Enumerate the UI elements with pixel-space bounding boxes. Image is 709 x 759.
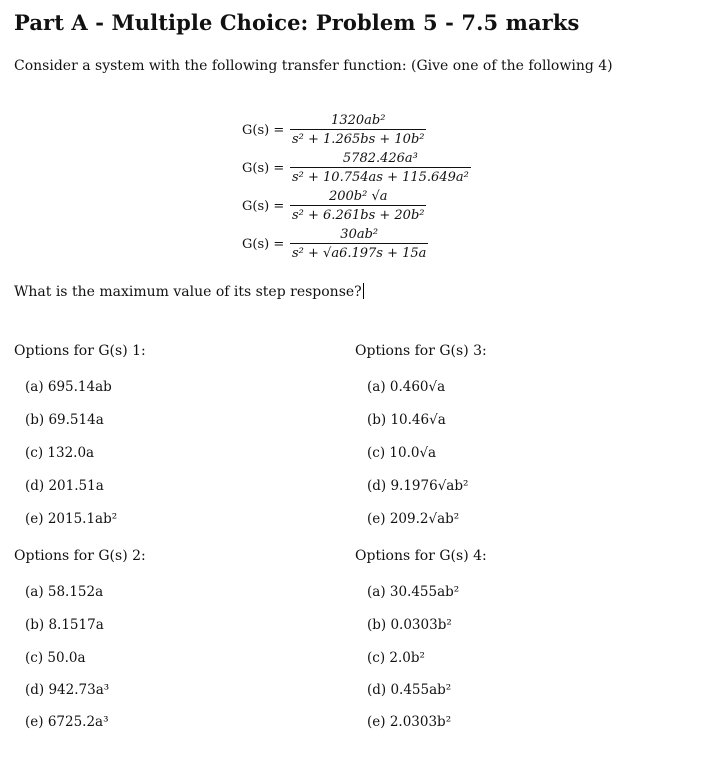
page-title: Part A - Multiple Choice: Problem 5 - 7.5 marks — [14, 10, 580, 35]
question-text[interactable] — [14, 283, 364, 300]
option-g3-e[interactable]: (e) 209.2√ab² — [367, 511, 460, 527]
equation-2 — [242, 151, 471, 185]
numerator: 30ab² — [340, 227, 379, 242]
fraction — [290, 113, 426, 147]
fraction — [290, 189, 426, 223]
option-g1-e[interactable]: (e) 2015.1ab² — [25, 511, 118, 527]
equation-lhs: G(s) = — [242, 236, 285, 252]
options-heading-g2: Options for G(s) 2: — [14, 548, 146, 564]
option-g2-b[interactable]: (b) 8.1517a — [25, 617, 104, 633]
option-g2-e[interactable]: (e) 6725.2a³ — [25, 714, 109, 730]
option-g2-d[interactable]: (d) 942.73a³ — [25, 682, 110, 698]
option-g2-c[interactable]: (c) 50.0a — [25, 650, 86, 666]
fraction — [290, 227, 428, 261]
option-g1-c[interactable]: (c) 132.0a — [25, 445, 95, 461]
option-g1-d[interactable]: (d) 201.51a — [25, 478, 104, 494]
option-g3-d[interactable]: (d) 9.1976√ab² — [367, 478, 469, 494]
denominator: s² + 6.261bs + 20b² — [290, 205, 426, 223]
denominator: s² + √a6.197s + 15a — [290, 243, 428, 261]
denominator: s² + 1.265bs + 10b² — [290, 129, 426, 147]
options-heading-g4: Options for G(s) 4: — [355, 548, 487, 564]
option-g4-c[interactable]: (c) 2.0b² — [367, 650, 425, 666]
equation-3 — [242, 189, 426, 223]
fraction — [290, 151, 471, 185]
options-heading-g1: Options for G(s) 1: — [14, 343, 146, 359]
option-g4-e[interactable]: (e) 2.0303b² — [367, 714, 452, 730]
numerator: 1320ab² — [331, 113, 386, 128]
option-g2-a[interactable]: (a) 58.152a — [25, 584, 104, 600]
denominator: s² + 10.754as + 115.649a² — [290, 167, 471, 185]
equation-1 — [242, 113, 426, 147]
question-label: What is the maximum value of its step response? — [14, 284, 362, 300]
option-g4-b[interactable]: (b) 0.0303b² — [367, 617, 452, 633]
equation-lhs: G(s) = — [242, 198, 285, 214]
option-g1-b[interactable]: (b) 69.514a — [25, 412, 104, 428]
options-heading-g3: Options for G(s) 3: — [355, 343, 487, 359]
equation-lhs: G(s) = — [242, 160, 285, 176]
option-g1-a[interactable]: (a) 695.14ab — [25, 379, 112, 395]
option-g3-a[interactable]: (a) 0.460√a — [367, 379, 446, 395]
equation-4 — [242, 227, 428, 261]
text-cursor — [363, 283, 364, 299]
option-g3-c[interactable]: (c) 10.0√a — [367, 445, 437, 461]
intro-text: Consider a system with the following transfer function: (Give one of the following 4) — [14, 58, 613, 74]
numerator: 5782.426a³ — [342, 151, 418, 166]
option-g3-b[interactable]: (b) 10.46√a — [367, 412, 446, 428]
numerator: 200b² √a — [328, 189, 388, 204]
option-g4-d[interactable]: (d) 0.455ab² — [367, 682, 452, 698]
option-g4-a[interactable]: (a) 30.455ab² — [367, 584, 460, 600]
equation-lhs: G(s) = — [242, 122, 285, 138]
